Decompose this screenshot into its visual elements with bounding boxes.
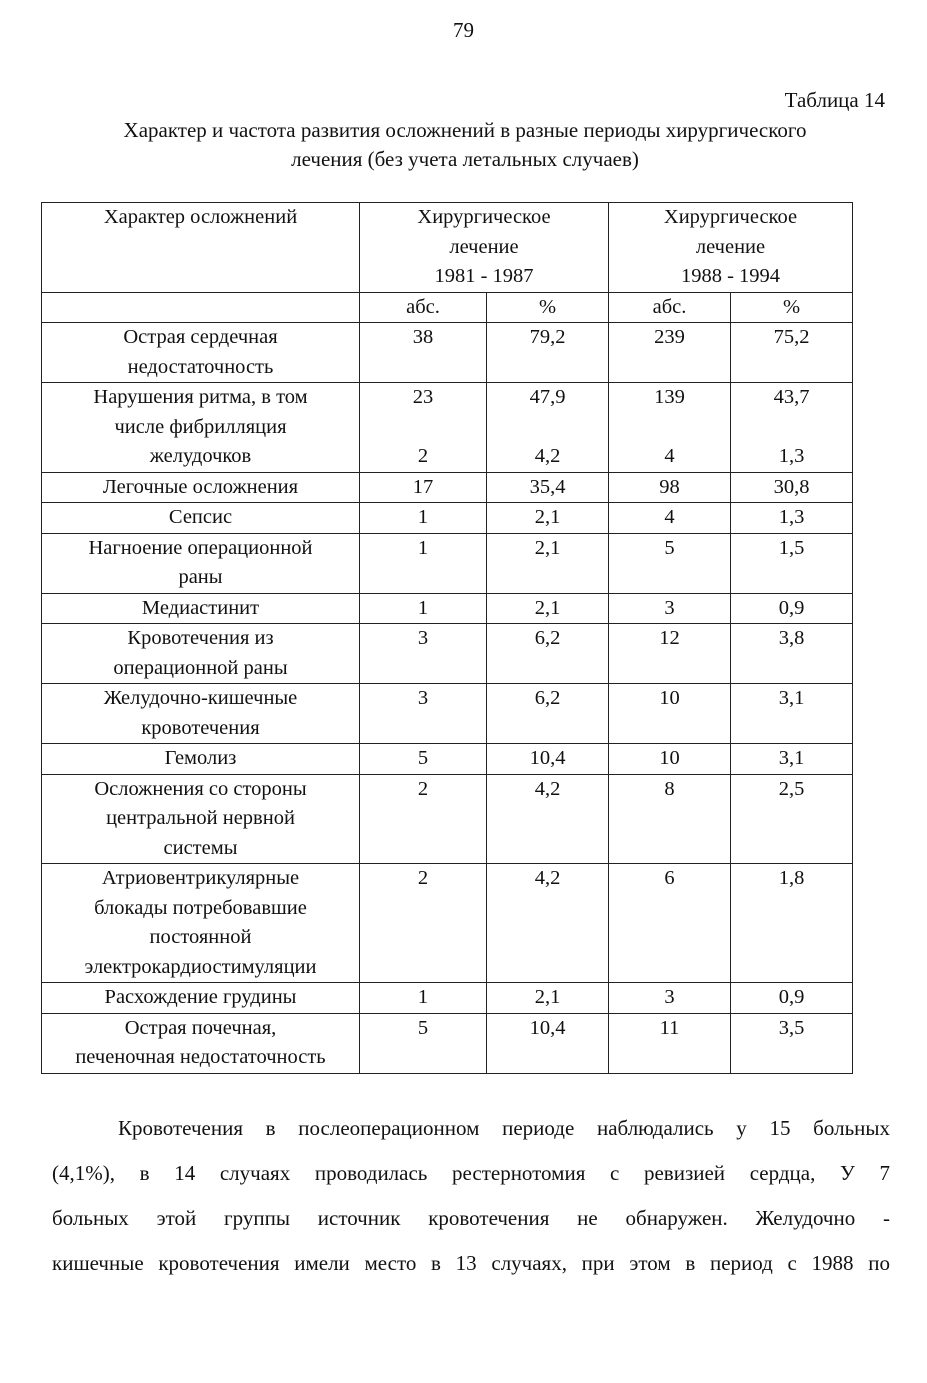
pct-1988-1994-cell xyxy=(731,864,853,983)
table-header-row xyxy=(42,203,853,293)
abs-1988-1994-text: 6 xyxy=(664,867,675,889)
pct-1988-1994-cell xyxy=(731,1013,853,1073)
pct-1988-1994-text: 1,3 xyxy=(778,506,805,528)
abs-1988-1994-cell xyxy=(609,774,731,864)
complication-name-text: недостаточность xyxy=(127,355,274,378)
pct-1981-1987-text: 2,1 xyxy=(534,596,561,619)
table-row xyxy=(42,593,853,624)
complication-name-text: центральной нервной xyxy=(106,807,295,829)
complication-name-text: блокады потребовавшие xyxy=(94,896,307,919)
pct-1988-1994-text: 43,7 xyxy=(773,386,810,408)
table-row xyxy=(42,864,853,983)
abs-1981-1987-cell xyxy=(360,983,487,1014)
pct-1981-1987-cell xyxy=(487,774,609,864)
pct-1981-1987-text: 79,2 xyxy=(529,326,566,348)
pct-1981-1987-text: 35,4 xyxy=(529,475,566,498)
complication-name-cell xyxy=(42,744,360,775)
paragraph-line: Кровотечения в послеоперационном периоде наблюдались у 15 больных xyxy=(118,1116,890,1140)
abs-1988-1994-text: 3 xyxy=(664,596,675,619)
pct-1981-1987-text: 2,1 xyxy=(534,506,561,528)
header-period-2-line: лечение xyxy=(695,235,766,258)
abs-1981-1987-text: 5 xyxy=(417,1016,429,1039)
abs-1981-1987-cell xyxy=(360,1013,487,1073)
abs-1981-1987-cell xyxy=(360,624,487,684)
complication-name-text: раны xyxy=(178,566,223,588)
abs-1988-1994-cell xyxy=(609,323,731,383)
pct-1988-1994-cell xyxy=(731,472,853,503)
complication-name-text: Легочные осложнения xyxy=(102,475,299,498)
complication-name-cell xyxy=(42,983,360,1014)
abs-1981-1987-cell xyxy=(360,864,487,983)
complication-name-cell xyxy=(42,383,360,473)
header-period-2-line: Хирургическое xyxy=(663,206,798,228)
subheader-abs-1: абс. xyxy=(360,292,487,323)
table-title xyxy=(40,116,890,174)
pct-1981-1987-cell xyxy=(487,1013,609,1073)
pct-1981-1987-cell xyxy=(487,864,609,983)
table-title-line: лечения (без учета летальных случаев) xyxy=(291,147,639,171)
pct-1981-1987-cell xyxy=(487,983,609,1014)
table-subheader-row xyxy=(42,292,853,323)
pct-1988-1994-text: 3,1 xyxy=(778,687,805,709)
table-row xyxy=(42,323,853,383)
complication-name-text: числе фибрилляция xyxy=(114,415,287,438)
complication-name-text: операционной раны xyxy=(113,656,288,679)
pct-1981-1987-cell xyxy=(487,684,609,744)
pct-1981-1987-text: 10,4 xyxy=(529,1016,566,1039)
abs-1981-1987-text: 38 xyxy=(412,326,434,348)
pct-1981-1987-cell xyxy=(487,323,609,383)
pct-1981-1987-cell xyxy=(487,383,609,473)
complication-name-text: печеночная недостаточность xyxy=(75,1046,326,1068)
abs-1981-1987-text: 3 xyxy=(417,687,429,709)
header-period-2-line: 1988 - 1994 xyxy=(680,265,781,287)
pct-1988-1994-text xyxy=(733,413,850,443)
abs-1981-1987-cell xyxy=(360,533,487,593)
complication-name-text: Медиастинит xyxy=(141,596,260,619)
abs-1988-1994-cell xyxy=(609,624,731,684)
abs-1981-1987-cell xyxy=(360,684,487,744)
complication-name-cell xyxy=(42,624,360,684)
abs-1981-1987-text: 1 xyxy=(417,986,429,1008)
body-paragraph xyxy=(52,1106,890,1286)
page-number: 79 xyxy=(453,18,474,42)
abs-1981-1987-text: 1 xyxy=(417,596,429,619)
pct-1988-1994-cell xyxy=(731,774,853,864)
complication-name-text: Расхождение грудины xyxy=(104,986,297,1008)
abs-1988-1994-text: 10 xyxy=(659,687,680,709)
complication-name-text: системы xyxy=(163,836,238,859)
abs-1988-1994-text: 5 xyxy=(664,536,675,559)
subheader-abs-2: абс. xyxy=(609,292,731,323)
abs-1988-1994-cell xyxy=(609,533,731,593)
complication-name-text: электрокардиостимуляции xyxy=(84,955,317,978)
complication-name-text: Нагноение операционной xyxy=(88,536,313,559)
complication-name-cell xyxy=(42,323,360,383)
complication-name-text: Гемолиз xyxy=(164,747,237,769)
complications-table xyxy=(41,202,853,1074)
pct-1988-1994-text: 1,5 xyxy=(778,536,805,559)
pct-1988-1994-cell xyxy=(731,383,853,473)
pct-1988-1994-text: 1,8 xyxy=(778,867,805,889)
abs-1988-1994-cell xyxy=(609,983,731,1014)
table-row xyxy=(42,503,853,534)
abs-1981-1987-cell xyxy=(360,383,487,473)
pct-1981-1987-cell xyxy=(487,624,609,684)
abs-1981-1987-text: 1 xyxy=(417,506,429,528)
abs-1988-1994-cell xyxy=(609,472,731,503)
abs-1981-1987-cell xyxy=(360,744,487,775)
abs-1988-1994-cell xyxy=(609,864,731,983)
pct-1988-1994-text: 0,9 xyxy=(778,986,805,1008)
pct-1981-1987-text: 2,1 xyxy=(534,986,561,1008)
table-row xyxy=(42,684,853,744)
paragraph-line: (4,1%), в 14 случаях проводилась рестернотомия с ревизией сердца, У 7 xyxy=(52,1161,890,1185)
abs-1981-1987-cell xyxy=(360,774,487,864)
pct-1981-1987-text xyxy=(489,413,606,443)
table-title-line: Характер и частота развития осложнений в разные периоды хирургического xyxy=(123,118,807,142)
abs-1981-1987-text: 17 xyxy=(412,475,434,498)
header-period-1-line: лечение xyxy=(449,235,519,258)
pct-1988-1994-cell xyxy=(731,533,853,593)
table-label: Таблица 14 xyxy=(784,88,885,112)
abs-1988-1994-cell xyxy=(609,1013,731,1073)
abs-1988-1994-cell xyxy=(609,383,731,473)
complication-name-cell xyxy=(42,533,360,593)
table-row xyxy=(42,774,853,864)
pct-1981-1987-text: 6,2 xyxy=(534,687,561,709)
paragraph-line: кишечные кровотечения имели место в 13 случаях, при этом в период с 1988 по xyxy=(52,1251,890,1275)
complication-name-text: постоянной xyxy=(149,926,252,948)
abs-1981-1987-cell xyxy=(360,503,487,534)
pct-1981-1987-cell xyxy=(487,533,609,593)
pct-1981-1987-cell xyxy=(487,503,609,534)
pct-1981-1987-text: 10,4 xyxy=(529,747,566,769)
abs-1981-1987-text: 23 xyxy=(412,386,434,408)
abs-1988-1994-text: 98 xyxy=(659,475,680,498)
subheader-empty xyxy=(42,292,360,323)
abs-1988-1994-text: 239 xyxy=(654,326,685,348)
abs-1988-1994-text: 12 xyxy=(659,627,680,649)
pct-1988-1994-cell xyxy=(731,503,853,534)
pct-1988-1994-text: 3,1 xyxy=(778,747,805,769)
pct-1988-1994-cell xyxy=(731,624,853,684)
pct-1981-1987-text: 4,2 xyxy=(534,867,561,889)
complication-name-cell xyxy=(42,503,360,534)
table-row xyxy=(42,1013,853,1073)
pct-1988-1994-cell xyxy=(731,323,853,383)
abs-1981-1987-text xyxy=(362,413,484,443)
complication-name-text: Острая почечная, xyxy=(124,1016,277,1039)
table-row xyxy=(42,624,853,684)
subheader-pct-1: % xyxy=(487,292,609,323)
header-complication-type: Характер осложнений xyxy=(42,203,360,293)
abs-1981-1987-cell xyxy=(360,472,487,503)
complication-name-text: Осложнения со стороны xyxy=(94,777,307,800)
complication-name-text: желудочков xyxy=(149,445,252,467)
abs-1988-1994-text: 3 xyxy=(664,986,675,1008)
complication-name-cell xyxy=(42,1013,360,1073)
complication-name-text: Сепсис xyxy=(168,506,233,528)
complication-name-text: Атриовентрикулярные xyxy=(101,867,300,889)
pct-1981-1987-cell xyxy=(487,593,609,624)
pct-1988-1994-text: 2,5 xyxy=(778,777,805,800)
abs-1981-1987-text: 1 xyxy=(417,536,429,559)
complication-name-cell xyxy=(42,774,360,864)
complication-name-text: Острая сердечная xyxy=(123,326,278,348)
paragraph-line: больных этой группы источник кровотечения не обнаружен. Желудочно - xyxy=(52,1206,890,1230)
abs-1981-1987-text: 3 xyxy=(417,627,429,649)
pct-1981-1987-cell xyxy=(487,472,609,503)
table-row xyxy=(42,383,853,473)
pct-1988-1994-text: 0,9 xyxy=(778,596,805,619)
pct-1981-1987-text: 47,9 xyxy=(529,386,566,408)
abs-1981-1987-cell xyxy=(360,323,487,383)
complication-name-text: Желудочно-кишечные xyxy=(103,687,298,709)
pct-1988-1994-text: 3,5 xyxy=(778,1016,805,1039)
pct-1988-1994-text: 1,3 xyxy=(778,445,805,467)
complication-name-cell xyxy=(42,684,360,744)
pct-1988-1994-cell xyxy=(731,983,853,1014)
pct-1981-1987-text: 4,2 xyxy=(534,777,561,800)
abs-1988-1994-cell xyxy=(609,593,731,624)
complication-name-cell xyxy=(42,864,360,983)
abs-1981-1987-cell xyxy=(360,593,487,624)
complication-name-cell xyxy=(42,593,360,624)
abs-1981-1987-text: 2 xyxy=(417,445,429,467)
abs-1988-1994-cell xyxy=(609,684,731,744)
header-period-1-line: Хирургическое xyxy=(417,206,551,228)
pct-1988-1994-text: 75,2 xyxy=(773,326,810,348)
header-period-1 xyxy=(360,203,609,293)
pct-1988-1994-cell xyxy=(731,744,853,775)
abs-1988-1994-text xyxy=(611,413,728,443)
abs-1988-1994-text: 139 xyxy=(654,386,685,408)
abs-1988-1994-text: 4 xyxy=(664,506,675,528)
abs-1981-1987-text: 2 xyxy=(417,777,429,800)
abs-1988-1994-cell xyxy=(609,503,731,534)
pct-1988-1994-text: 30,8 xyxy=(773,475,810,498)
pct-1988-1994-text: 3,8 xyxy=(778,627,805,649)
table-row xyxy=(42,983,853,1014)
pct-1988-1994-cell xyxy=(731,593,853,624)
complication-name-text: Нарушения ритма, в том xyxy=(93,386,308,408)
abs-1988-1994-text: 4 xyxy=(664,445,675,467)
pct-1981-1987-text: 6,2 xyxy=(534,627,561,649)
complication-name-text: Кровотечения из xyxy=(127,627,274,649)
pct-1981-1987-text: 4,2 xyxy=(534,445,561,467)
pct-1981-1987-text: 2,1 xyxy=(534,536,561,559)
complication-name-cell xyxy=(42,472,360,503)
pct-1981-1987-cell xyxy=(487,744,609,775)
abs-1988-1994-text: 10 xyxy=(659,747,680,769)
abs-1988-1994-text: 11 xyxy=(659,1016,680,1039)
abs-1988-1994-cell xyxy=(609,744,731,775)
abs-1988-1994-text: 8 xyxy=(664,777,675,800)
abs-1981-1987-text: 5 xyxy=(417,747,429,769)
table-row xyxy=(42,744,853,775)
header-period-2 xyxy=(609,203,853,293)
complication-name-text: кровотечения xyxy=(141,716,260,739)
table-row xyxy=(42,533,853,593)
abs-1981-1987-text: 2 xyxy=(417,867,429,889)
header-period-1-line: 1981 - 1987 xyxy=(434,265,534,287)
table-row xyxy=(42,472,853,503)
pct-1988-1994-cell xyxy=(731,684,853,744)
subheader-pct-2: % xyxy=(731,292,853,323)
